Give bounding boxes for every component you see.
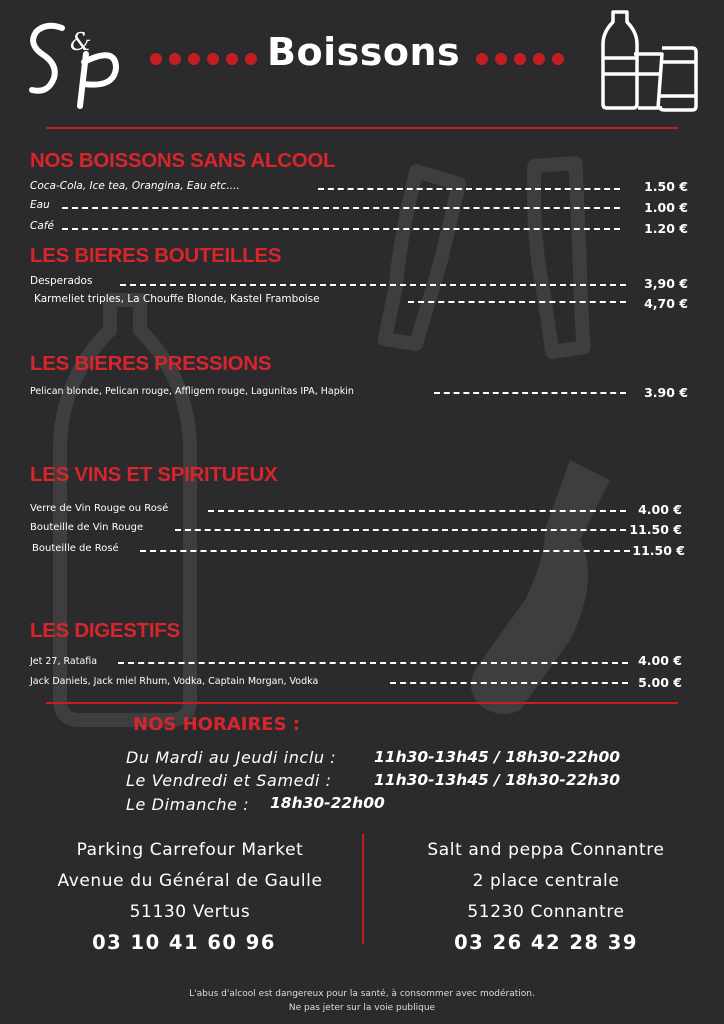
- logo-icon: [24, 10, 129, 110]
- drinks-icon: [600, 8, 700, 112]
- location-vertus-phone: 03 10 41 60 96: [92, 931, 276, 954]
- dotted-leader: [318, 188, 620, 190]
- menu-item-price: 11.50 €: [632, 543, 685, 558]
- location-connantre-line1: Salt and peppa Connantre: [427, 840, 665, 860]
- decorative-dots-right: [476, 53, 564, 65]
- location-connantre-phone: 03 26 42 28 39: [454, 931, 638, 954]
- menu-item-price: 3.90 €: [644, 385, 688, 400]
- hours-title: NOS HORAIRES :: [133, 714, 301, 735]
- menu-item-name: Jet 27, Ratafia: [30, 656, 98, 667]
- dotted-leader: [140, 550, 630, 552]
- page-title: Boissons: [267, 30, 461, 74]
- logo-ampersand: &: [70, 28, 92, 56]
- footer-warning: L'abus d'alcool est dangereux pour la santé, à consommer avec modération.: [189, 989, 535, 999]
- dotted-leader: [118, 662, 628, 664]
- menu-item-name: Desperados: [30, 275, 93, 287]
- menu-item-price: 11.50 €: [629, 522, 682, 537]
- menu-item-name: Bouteille de Rosé: [32, 543, 119, 554]
- hours-label: Le Dimanche :: [126, 795, 250, 814]
- hours-value: 18h30-22h00: [270, 794, 385, 812]
- menu-item-price: 4.00 €: [638, 502, 682, 517]
- dotted-leader: [434, 392, 626, 394]
- decorative-dots-left: [150, 53, 257, 65]
- location-connantre-line3: 51230 Connantre: [467, 902, 625, 922]
- menu-item-name: Verre de Vin Rouge ou Rosé: [30, 503, 169, 514]
- dotted-leader: [62, 228, 620, 230]
- menu-item-price: 4,70 €: [644, 296, 688, 311]
- location-connantre-line2: 2 place centrale: [472, 871, 620, 891]
- menu-item-price: 4.00 €: [638, 653, 682, 668]
- hours-label: Du Mardi au Jeudi inclu :: [126, 748, 337, 767]
- menu-item-price: 3,90 €: [644, 276, 688, 291]
- hours-value: 11h30-13h45 / 18h30-22h00: [374, 748, 621, 766]
- section-title-wines-spirits: LES VINS ET SPIRITUEUX: [30, 463, 278, 486]
- menu-item-name: Bouteille de Vin Rouge: [30, 522, 144, 533]
- footer-notice: Ne pas jeter sur la voie publique: [288, 1003, 436, 1013]
- menu-item-name: Jack Daniels, Jack miel Rhum, Vodka, Captain Morgan, Vodka: [30, 676, 319, 687]
- dotted-leader: [120, 284, 626, 286]
- section-title-draft-beers: LES BIERES PRESSIONS: [30, 352, 272, 375]
- menu-item-name: Eau: [30, 199, 50, 211]
- section-title-soft-drinks: NOS BOISSONS SANS ALCOOL: [30, 149, 336, 172]
- dotted-leader: [408, 301, 626, 303]
- section-title-digestifs: LES DIGESTIFS: [30, 619, 180, 642]
- menu-item-name: Pelican blonde, Pelican rouge, Affligem rouge, Lagunitas IPA, Hapkin: [30, 386, 354, 397]
- dotted-leader: [175, 529, 626, 531]
- menu-item-price: 1.50 €: [644, 179, 688, 194]
- dotted-leader: [208, 510, 626, 512]
- hours-value: 11h30-13h45 / 18h30-22h30: [374, 771, 621, 789]
- header-divider: [46, 127, 678, 129]
- section-title-bottled-beers: LES BIERES BOUTEILLES: [30, 244, 282, 267]
- menu-item-price: 1.00 €: [644, 200, 688, 215]
- menu-item-name: Coca-Cola, Ice tea, Orangina, Eau etc....: [30, 180, 240, 192]
- hours-label: Le Vendredi et Samedi :: [126, 771, 332, 790]
- dotted-leader: [62, 207, 620, 209]
- menu-item-price: 5.00 €: [638, 675, 682, 690]
- menu-item-price: 1.20 €: [644, 221, 688, 236]
- location-vertus-line2: Avenue du Général de Gaulle: [57, 871, 323, 891]
- menu-item-name: Café: [30, 220, 54, 232]
- menu-item-name: Karmeliet triples, La Chouffe Blonde, Kastel Framboise: [34, 293, 320, 305]
- dotted-leader: [390, 682, 628, 684]
- location-vertus-line1: Parking Carrefour Market: [76, 840, 304, 860]
- locations-divider: [362, 834, 364, 944]
- location-vertus-line3: 51130 Vertus: [129, 902, 251, 922]
- hours-divider: [46, 702, 678, 704]
